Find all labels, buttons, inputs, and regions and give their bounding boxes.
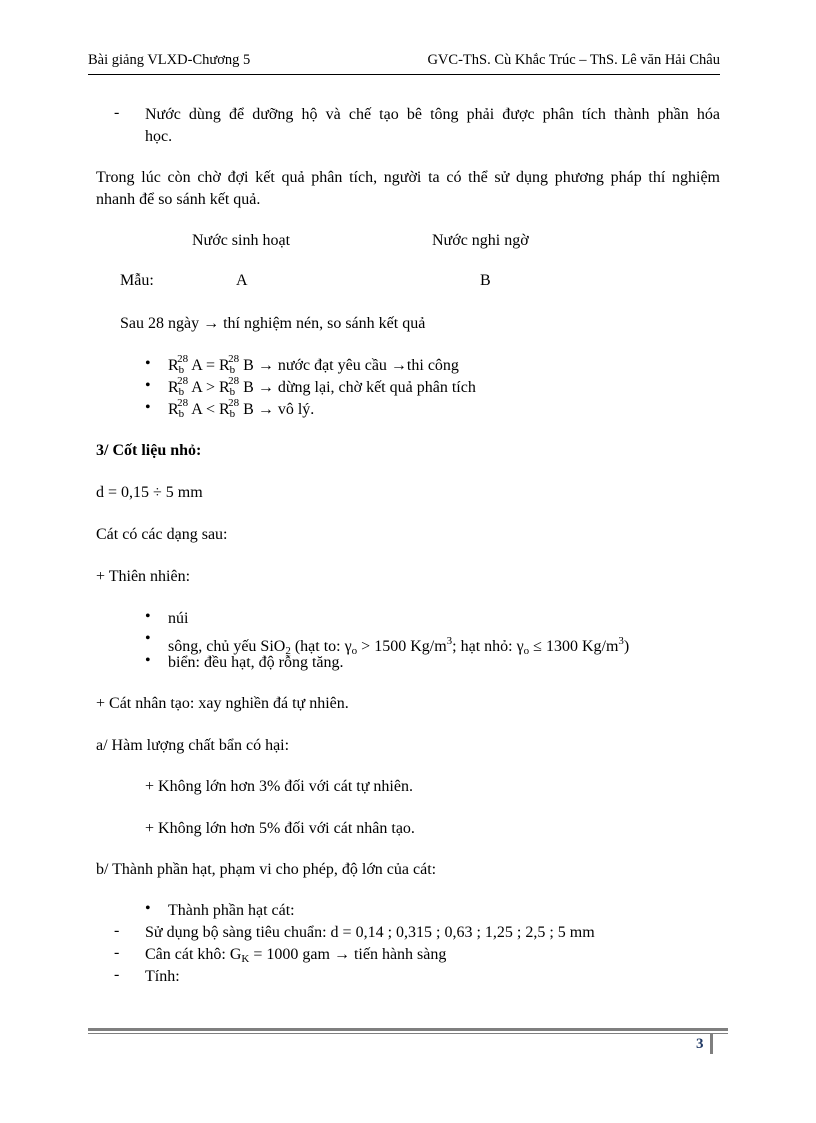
rb-superscript: 28 (228, 353, 240, 365)
bullet-marker: • (145, 900, 151, 917)
rb-superscript: 28 (177, 397, 189, 409)
dash-marker: - (114, 966, 120, 983)
grading-bullet: Thành phần hạt cát: (168, 902, 295, 919)
sand-types-intro: Cát có các dạng sau: (96, 526, 228, 543)
river-text: > 1500 Kg/m (357, 638, 447, 655)
weigh-text: = 1000 gam → tiến hành sàng (249, 946, 447, 963)
particle-size-range: d = 0,15 ÷ 5 mm (96, 484, 203, 501)
intro-dash-line2: học. (145, 128, 173, 145)
comparison-rhs: B → dừng lại, chờ kết quả phân tích (243, 379, 476, 396)
dash-marker: - (114, 922, 120, 939)
footer-divider-thin (88, 1033, 728, 1034)
header-course-title: Bài giảng VLXD-Chương 5 (88, 52, 251, 68)
sio2-subscript: 2 (285, 645, 291, 657)
rb-superscript: 28 (228, 397, 240, 409)
weight-subscript: K (241, 953, 250, 965)
sample-b: B (480, 272, 491, 289)
cube-superscript: 3 (446, 635, 453, 647)
bullet-marker: • (145, 608, 151, 625)
header-divider (88, 74, 720, 75)
after-28-days-text: Sau 28 ngày → thí nghiệm nén, so sánh kết quả (120, 315, 426, 332)
comparison-lhs: A = R (191, 357, 230, 374)
rb-subscript: b (229, 408, 236, 420)
grading-heading: b/ Thành phần hạt, phạm vi cho phép, độ lớn của cát: (96, 861, 437, 878)
footer-divider (88, 1028, 728, 1031)
step-weigh-sand (145, 944, 446, 970)
dash-marker: - (114, 944, 120, 961)
bullet-marker: • (145, 630, 151, 647)
rb-subscript: b (178, 386, 185, 398)
page-number-bar (710, 1034, 713, 1054)
intro-dash-line1: Nước dùng để dưỡng hộ và chế tạo bê tông phải được phân tích thành phần hóa (145, 106, 720, 123)
cube-superscript: 3 (618, 635, 624, 647)
comparison-rhs: B → nước đạt yêu cầu →thi công (243, 357, 459, 374)
impurities-heading: a/ Hàm lượng chất bẩn có hại: (96, 737, 290, 754)
col-header-suspect-water: Nước nghi ngờ (432, 232, 529, 249)
bullet-marker: • (145, 399, 151, 416)
comparison-lhs: A < R (191, 401, 230, 418)
river-text: ≤ 1300 Kg/m (529, 638, 619, 655)
gamma-subscript: o (351, 645, 358, 657)
gamma-subscript: o (523, 645, 530, 657)
sand-type-mountain: núi (168, 610, 189, 627)
rb-symbol: R (168, 401, 179, 418)
comparison-rhs: B → vô lý. (243, 401, 315, 418)
sand-type-sea: biển: đều hạt, độ rỗng tăng. (168, 654, 344, 671)
bullet-marker: • (145, 652, 151, 669)
river-text: ) (623, 638, 630, 655)
rb-symbol: R (168, 357, 179, 374)
bullet-marker: • (145, 377, 151, 394)
sample-row-label: Mẫu: (120, 272, 154, 289)
rb-superscript: 28 (177, 353, 189, 365)
artificial-sand: + Cát nhân tạo: xay nghiền đá tự nhiên. (96, 695, 349, 712)
impurity-limit-artificial: + Không lớn hơn 5% đối với cát nhân tạo. (145, 820, 415, 837)
rb-symbol: R (168, 379, 179, 396)
paragraph-line2: nhanh để so sánh kết quả. (96, 191, 261, 208)
natural-sand-heading: + Thiên nhiên: (96, 568, 191, 585)
rb-subscript: b (178, 364, 185, 376)
comparison-item (168, 399, 314, 425)
sample-a: A (236, 272, 248, 289)
weigh-text: Cân cát khô: G (145, 946, 242, 963)
header-authors: GVC-ThS. Cù Khắc Trúc – ThS. Lê văn Hải Châu (427, 52, 720, 68)
col-header-tap-water: Nước sinh hoạt (192, 232, 291, 249)
step-compute: Tính: (145, 968, 180, 985)
dash-marker: - (114, 104, 120, 121)
river-text: (hạt to: γ (290, 638, 352, 655)
rb-subscript: b (229, 364, 236, 376)
rb-superscript: 28 (228, 375, 240, 387)
comparison-lhs: A > R (191, 379, 230, 396)
rb-subscript: b (178, 408, 185, 420)
step-sieve-set: Sử dụng bộ sàng tiêu chuẩn: d = 0,14 ; 0,315 ; 0,63 ; 1,25 ; 2,5 ; 5 mm (145, 924, 595, 941)
river-text: sông, chủ yếu SiO (168, 638, 286, 655)
bullet-marker: • (145, 355, 151, 372)
rb-superscript: 28 (177, 375, 189, 387)
rb-subscript: b (229, 386, 236, 398)
page-header (88, 52, 720, 74)
section-title: 3/ Cốt liệu nhỏ: (96, 442, 202, 459)
page-number: 3 (696, 1036, 704, 1052)
river-text: ; hạt nhỏ: γ (452, 638, 524, 655)
impurity-limit-natural: + Không lớn hơn 3% đối với cát tự nhiên. (145, 778, 413, 795)
paragraph-line1: Trong lúc còn chờ đợi kết quả phân tích, người ta có thể sử dụng phương pháp thí nghiệm (96, 169, 720, 186)
